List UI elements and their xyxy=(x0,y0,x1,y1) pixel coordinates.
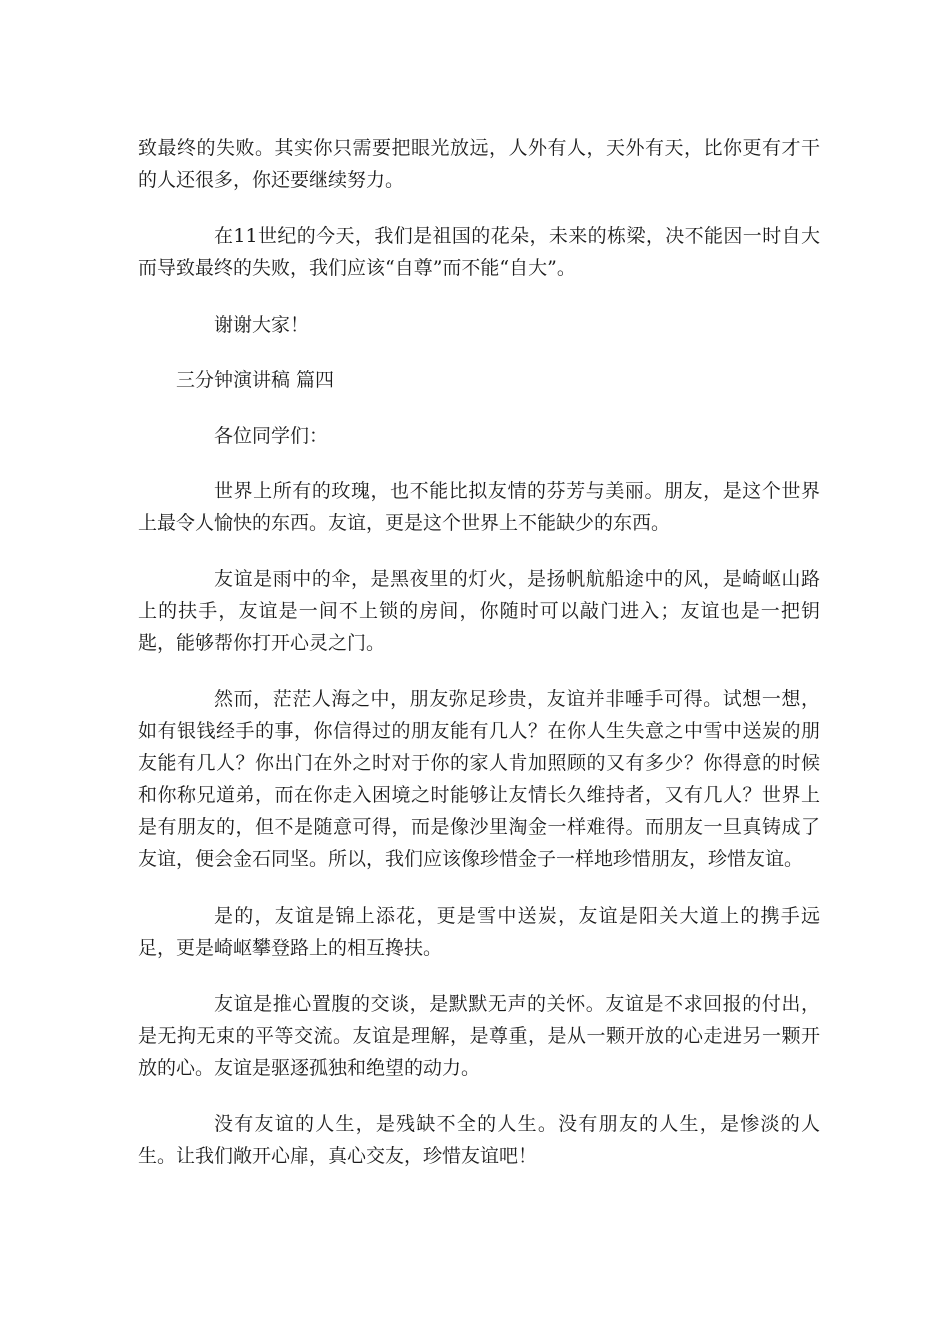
paragraph-body-2: 友谊是雨中的伞，是黑夜里的灯火，是扬帆航船途中的风，是崎岖山路上的扶手，友谊是一间不上锁的房间，你随时可以敲门进入；友谊也是一把钥匙，能够帮你打开心灵之门。 xyxy=(138,568,820,654)
paragraph-body-4: 是的，友谊是锦上添花，更是雪中送炭，友谊是阳关大道上的携手远足，更是崎岖攀登路上的相互搀扶。 xyxy=(138,905,820,959)
paragraph-body-1: 世界上所有的玫瑰，也不能比拟友情的芬芳与美丽。朋友，是这个世界上最令人愉快的东西。友谊，更是这个世界上不能缺少的东西。 xyxy=(138,480,820,534)
paragraph-continuation: 致最终的失败。其实你只需要把眼光放远，人外有人，天外有天，比你更有才干的人还很多，你还要继续努力。 xyxy=(138,137,820,191)
paragraph-conclusion: 在11世纪的今天，我们是祖国的花朵，未来的栋梁，决不能因一时自大而导致最终的失败，我们应该“自尊”而不能“自大”。 xyxy=(138,225,820,279)
paragraph-body-3: 然而，茫茫人海之中，朋友弥足珍贵，友谊并非唾手可得。试想一想，如有银钱经手的事，你信得过的朋友能有几人？在你人生失意之中雪中送炭的朋友能有几人？你出门在外之时对于你的家人肯加照顾的又有多少？你得意的时候和你称兄道弟，而在你走入困境之时能够让友情长久维持者，又有几人？世界上是有朋友的，但不是随意可得，而是像沙里淘金一样难得。而朋友一旦真铸成了友谊，便会金石同坚。所以，我们应该像珍惜金子一样地珍惜朋友，珍惜友谊。 xyxy=(138,688,820,870)
paragraph-closing: 没有友谊的人生，是残缺不全的人生。没有朋友的人生，是惨淡的人生。让我们敞开心扉，真心交友，珍惜友谊吧！ xyxy=(138,1113,820,1167)
paragraph-body-5: 友谊是推心置腹的交谈，是默默无声的关怀。友谊是不求回报的付出，是无拘无束的平等交流。友谊是理解，是尊重，是从一颗开放的心走进另一颗开放的心。友谊是驱逐孤独和绝望的动力。 xyxy=(138,993,820,1079)
paragraph-thanks: 谢谢大家！ xyxy=(214,314,310,336)
paragraph-greeting: 各位同学们： xyxy=(214,425,329,447)
section-heading: 三分钟演讲稿 篇四 xyxy=(176,369,335,391)
